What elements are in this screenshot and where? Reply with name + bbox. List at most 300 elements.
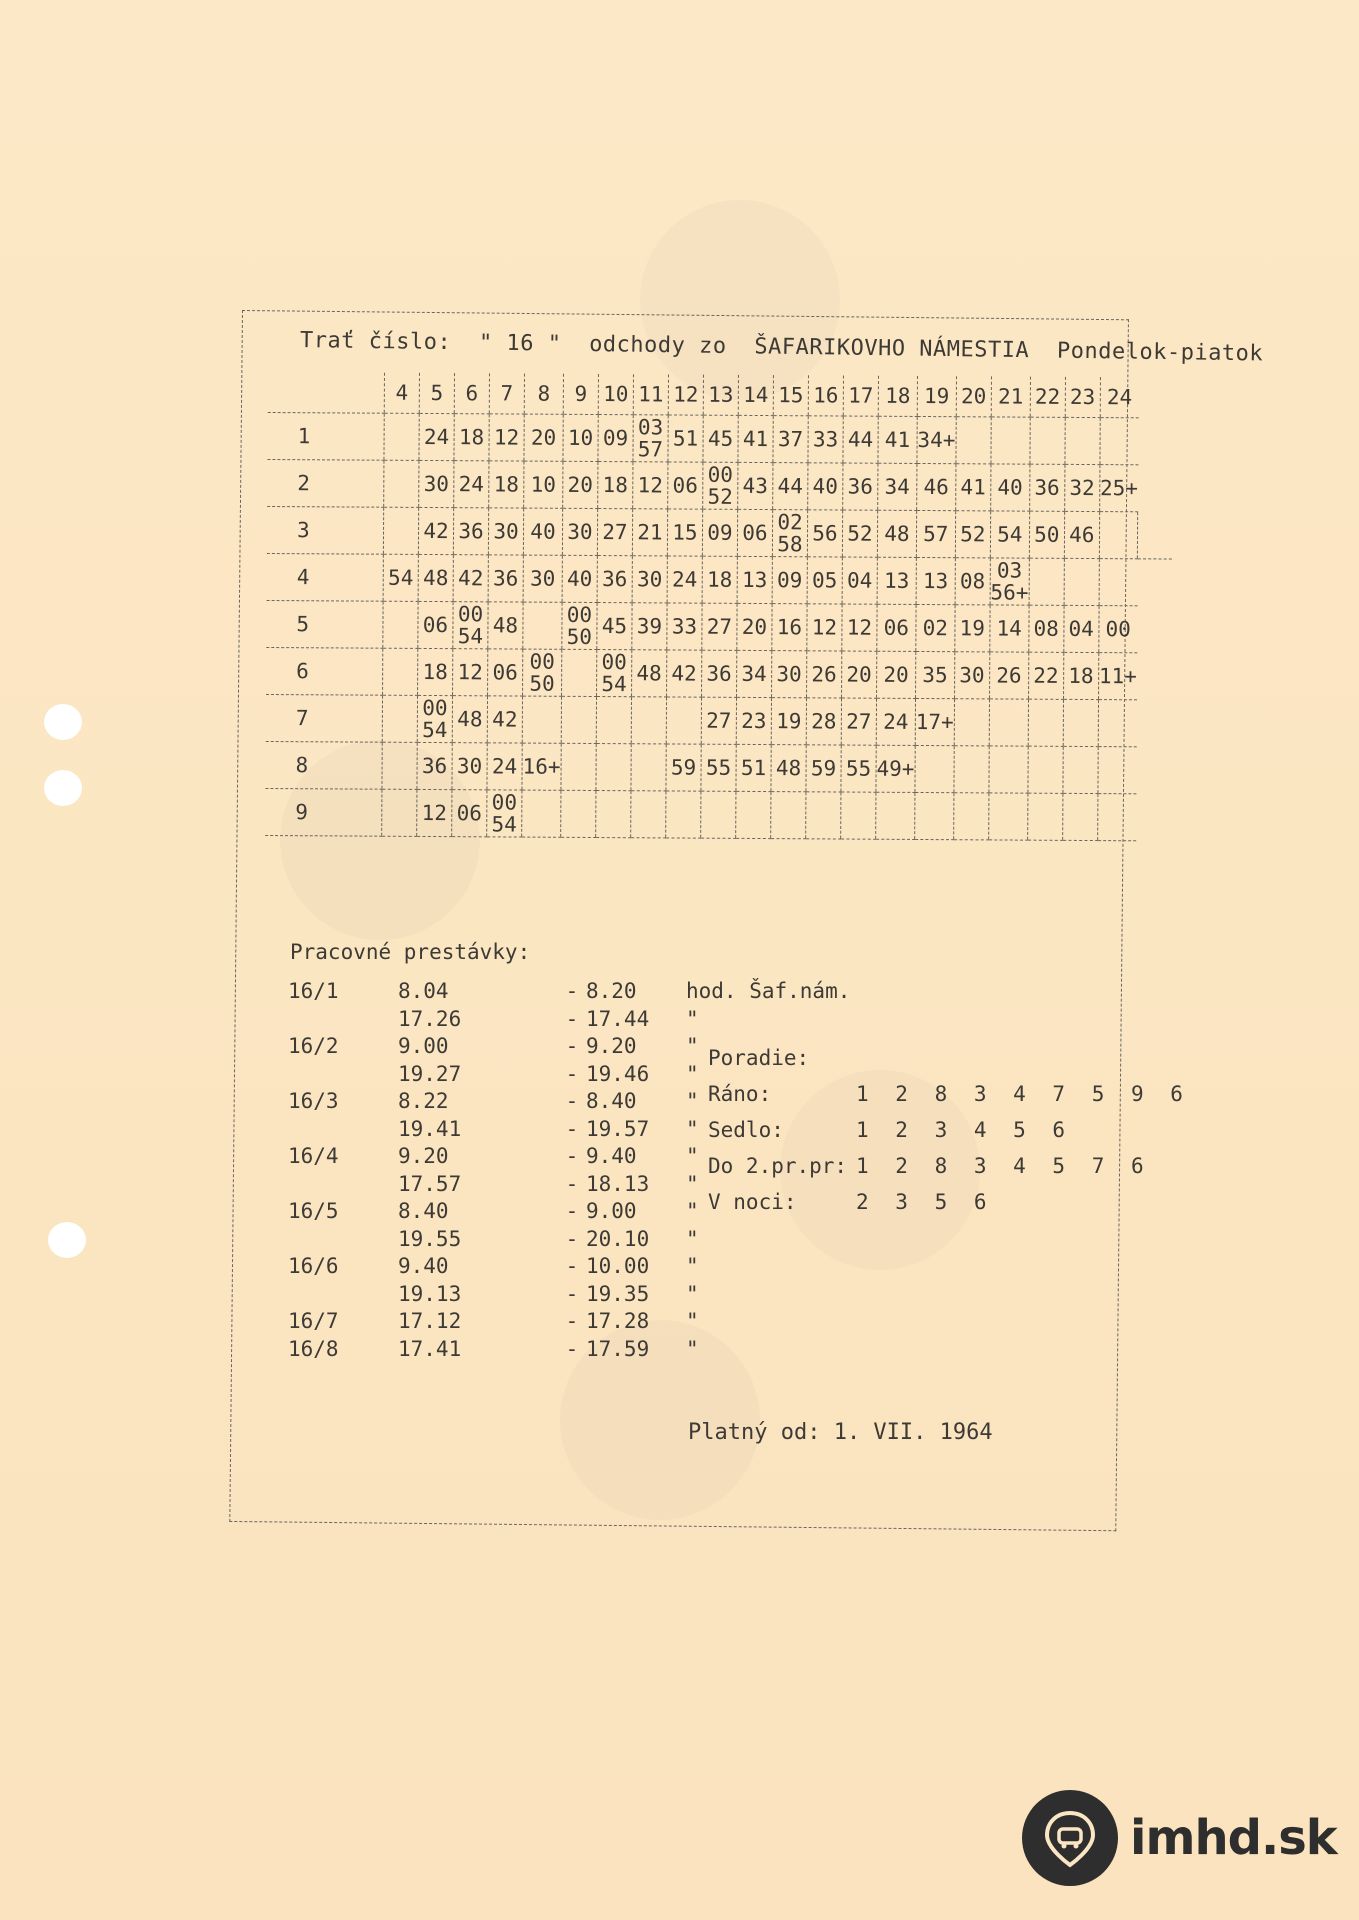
departure-cell: 48 — [452, 696, 487, 743]
hour-header-row — [268, 372, 1173, 418]
hour-header-8: 8 — [524, 374, 563, 415]
break-line: 16/7 — [288, 1309, 339, 1333]
departure-cell: 06 — [668, 462, 703, 509]
break-end: 17.28 — [586, 1309, 650, 1333]
break-note: " — [686, 1336, 699, 1361]
hour-header-15: 15 — [773, 375, 808, 416]
break-line — [288, 1281, 398, 1309]
break-dash: - — [565, 1309, 579, 1333]
departure-cell: 40 — [523, 508, 562, 555]
departure-cell: 04 — [842, 557, 877, 604]
order-label: Do 2.pr.pr: — [708, 1154, 848, 1178]
departure-cell: 12 — [633, 462, 668, 509]
departure-cell: 30 — [523, 555, 562, 602]
break-row — [288, 1253, 850, 1281]
departure-cell — [1098, 700, 1137, 747]
departure-cell: 18 — [454, 414, 489, 461]
timetable-row — [266, 647, 1171, 700]
break-start: 19.41 — [398, 1116, 462, 1141]
departure-cell: 27 — [597, 509, 632, 556]
departure-cell: 50 — [1029, 511, 1064, 558]
departure-cell: 55 — [701, 744, 736, 791]
hour-header-18: 18 — [878, 376, 917, 417]
departure-cell — [841, 792, 876, 839]
order-section — [708, 1040, 1190, 1220]
departure-cell: 24 — [487, 743, 522, 790]
departure-cell — [522, 696, 561, 743]
row-label: 4 — [267, 553, 384, 601]
break-dash: - — [565, 1199, 579, 1223]
departure-cell — [1138, 512, 1173, 559]
departure-cell — [561, 696, 596, 743]
timetable-row — [267, 553, 1172, 606]
break-start: 8.22 — [398, 1089, 449, 1113]
break-note: " — [686, 1089, 699, 1113]
break-end: 17.59 — [586, 1336, 650, 1361]
break-note: " — [686, 1281, 699, 1306]
departure-cell: 14 — [990, 605, 1029, 652]
break-end: 19.35 — [586, 1281, 650, 1306]
departure-cell: 27 — [702, 603, 737, 650]
departure-cell: 36 — [843, 463, 878, 510]
break-start: 19.55 — [398, 1226, 462, 1251]
row-label: 9 — [265, 788, 382, 836]
break-dash: - — [565, 979, 579, 1003]
break-end: 20.10 — [586, 1226, 650, 1251]
departure-cell: 48 — [631, 650, 666, 697]
departure-cell: 06 — [418, 601, 453, 648]
departure-cell: 44 — [773, 463, 808, 510]
departure-cell: 16 — [772, 604, 807, 651]
departure-cell: 26 — [806, 651, 841, 698]
departure-cell — [596, 697, 631, 744]
departure-cell: 48 — [877, 510, 916, 557]
order-label: Ráno: — [708, 1082, 772, 1106]
row-label: 1 — [267, 412, 384, 460]
break-dash: - — [565, 1144, 579, 1168]
break-line: 16/1 — [288, 979, 339, 1003]
departure-cell: 25+ — [1099, 465, 1138, 512]
hour-header-6: 6 — [454, 373, 489, 414]
departure-cell: 48 — [488, 602, 523, 649]
break-dash: - — [565, 1336, 579, 1361]
departure-cell — [384, 413, 419, 460]
departure-cell: 18 — [418, 648, 453, 695]
departure-cell: 03 56+ — [990, 558, 1029, 605]
break-line — [288, 1226, 398, 1254]
departure-cell: 21 — [632, 509, 667, 556]
break-dash: - — [565, 1281, 579, 1306]
departure-cell: 51 — [736, 744, 771, 791]
departure-cell: 18 — [702, 556, 737, 603]
row-label: 2 — [267, 459, 384, 507]
timetable-row — [265, 788, 1170, 841]
break-end: 18.13 — [586, 1171, 650, 1196]
hour-header-4: 4 — [384, 373, 419, 414]
break-start: 19.27 — [398, 1061, 462, 1086]
hour-header-13: 13 — [703, 375, 738, 416]
departure-cell: 40 — [808, 463, 843, 510]
row-label: 6 — [266, 647, 383, 695]
order-row — [708, 1076, 1190, 1112]
break-note: " — [686, 1199, 699, 1223]
departure-cell — [382, 742, 417, 789]
order-value: 2 3 5 6 — [856, 1190, 994, 1214]
break-dash: - — [565, 1116, 579, 1141]
departure-cell — [954, 746, 989, 793]
departure-cell: 44 — [843, 416, 878, 463]
departure-cell: 30 — [488, 508, 523, 555]
departure-cell: 36 — [417, 742, 452, 789]
departure-cell: 30 — [419, 460, 454, 507]
departure-cell: 46 — [1064, 511, 1099, 558]
departure-cell: 48 — [771, 745, 806, 792]
departure-cell: 41 — [878, 416, 917, 463]
departure-cell: 00 — [1099, 606, 1138, 653]
departure-cell — [915, 792, 954, 839]
departure-cell — [1100, 418, 1139, 465]
break-start: 9.00 — [398, 1034, 449, 1058]
departure-cell: 42 — [418, 507, 453, 554]
departure-cell: 00 52 — [703, 462, 738, 509]
departure-cell — [1063, 699, 1098, 746]
departure-cell: 40 — [562, 555, 597, 602]
departure-cell: 06 — [488, 649, 523, 696]
departure-cell: 41 — [738, 415, 773, 462]
departure-cell: 00 54 — [487, 790, 522, 837]
departure-cell — [1029, 558, 1064, 605]
departure-cell — [631, 744, 666, 791]
break-note: " — [686, 1116, 699, 1141]
departure-cell: 45 — [703, 415, 738, 462]
departure-cell: 43 — [738, 462, 773, 509]
departure-cell: 40 — [990, 464, 1029, 511]
break-line: 16/6 — [288, 1254, 339, 1278]
hour-header-23: 23 — [1065, 377, 1100, 418]
departure-cell: 30 — [771, 651, 806, 698]
departure-cell: 06 — [737, 509, 772, 556]
departure-cell: 03 57 — [633, 415, 668, 462]
break-end: 17.44 — [586, 1006, 650, 1031]
departure-cell: 12 — [417, 789, 452, 836]
departure-cell: 13 — [916, 557, 955, 604]
departure-cell — [954, 699, 989, 746]
break-line: 16/4 — [288, 1144, 339, 1168]
corner-cell — [268, 372, 385, 413]
timetable-row — [267, 459, 1172, 512]
departure-cell — [1099, 559, 1138, 606]
departure-cell: 20 — [524, 414, 563, 461]
break-dash: - — [565, 1226, 579, 1251]
imhd-logo-icon — [1022, 1790, 1118, 1886]
departure-cell — [1098, 747, 1137, 794]
departure-cell — [384, 460, 419, 507]
hour-header-17: 17 — [843, 376, 878, 417]
departure-cell: 37 — [773, 416, 808, 463]
order-row — [708, 1184, 1190, 1220]
break-note: " — [686, 1034, 699, 1058]
departure-cell — [956, 417, 991, 464]
departure-cell — [953, 793, 988, 840]
hour-header-7: 7 — [489, 373, 524, 414]
departure-cell: 13 — [737, 556, 772, 603]
departure-cell: 52 — [842, 510, 877, 557]
departure-cell — [701, 791, 736, 838]
departure-cell: 06 — [877, 604, 916, 651]
departure-cell — [1027, 793, 1062, 840]
departure-cell: 09 — [702, 509, 737, 556]
departure-cell: 34 — [736, 650, 771, 697]
departure-cell: 42 — [487, 696, 522, 743]
order-value: 1 2 3 4 5 6 — [856, 1118, 1073, 1142]
departure-cell: 00 50 — [523, 649, 562, 696]
punch-hole — [44, 770, 82, 806]
break-line: 16/2 — [288, 1034, 339, 1058]
departure-cell: 12 — [489, 414, 524, 461]
row-label: 3 — [267, 506, 384, 554]
departure-cell — [596, 744, 631, 791]
order-row — [708, 1148, 1190, 1184]
departure-cell: 20 — [563, 461, 598, 508]
break-end: 8.20 — [586, 979, 637, 1003]
departure-cell — [915, 745, 954, 792]
departure-cell — [631, 697, 666, 744]
break-note: " — [686, 1309, 699, 1333]
departure-cell: 36 — [701, 650, 736, 697]
departure-cell — [666, 697, 701, 744]
breaks-title: Pracovné prestávky: — [290, 940, 531, 964]
departure-cell — [1062, 793, 1097, 840]
break-start: 9.20 — [398, 1144, 449, 1168]
departure-cell: 35 — [915, 651, 954, 698]
departure-cell: 10 — [524, 461, 563, 508]
hour-header-20: 20 — [956, 376, 991, 417]
departure-cell: 30 — [562, 508, 597, 555]
departure-cell: 54 — [990, 511, 1029, 558]
break-end: 9.00 — [586, 1199, 637, 1223]
departure-cell — [1099, 512, 1138, 559]
break-start: 8.04 — [398, 979, 449, 1003]
break-row — [288, 1336, 850, 1364]
hour-header-9: 9 — [563, 374, 598, 415]
departure-cell — [561, 649, 596, 696]
departure-cell: 02 — [916, 604, 955, 651]
departure-cell: 54 — [383, 554, 418, 601]
departure-cell: 56 — [807, 510, 842, 557]
departure-cell: 42 — [453, 555, 488, 602]
departure-cell: 08 — [955, 558, 990, 605]
departure-cell — [1097, 794, 1136, 841]
departure-cell: 42 — [666, 650, 701, 697]
timetable-row — [266, 694, 1171, 747]
departure-cell — [988, 793, 1027, 840]
valid-from: Platný od: 1. VII. 1964 — [688, 1420, 993, 1445]
order-label: Sedlo: — [708, 1118, 784, 1142]
break-dash: - — [565, 1034, 579, 1058]
break-note: " — [686, 1226, 699, 1251]
route-number: " 16 " — [478, 330, 562, 357]
departure-cell: 39 — [632, 603, 667, 650]
departure-cell — [382, 789, 417, 836]
break-note: " — [686, 1171, 699, 1196]
break-dash: - — [565, 1254, 579, 1278]
break-start: 17.57 — [398, 1171, 462, 1196]
break-note: " — [686, 1254, 699, 1278]
break-line — [288, 1171, 398, 1199]
break-note: " — [686, 1006, 699, 1031]
departure-cell — [1064, 558, 1099, 605]
imhd-logo-text: imhd.sk — [1130, 1810, 1337, 1866]
imhd-logo — [1022, 1790, 1337, 1886]
departure-cell — [383, 648, 418, 695]
departure-cell — [991, 417, 1030, 464]
departure-cell: 34+ — [917, 416, 956, 463]
punch-hole — [44, 704, 82, 740]
order-title: Poradie: — [708, 1046, 810, 1070]
break-dash: - — [565, 1171, 579, 1196]
departure-cell: 34 — [878, 463, 917, 510]
departure-cell — [561, 790, 596, 837]
order-value: 1 2 8 3 4 7 5 9 6 — [856, 1082, 1190, 1106]
departure-cell: 33 — [667, 603, 702, 650]
departure-cell — [383, 507, 418, 554]
departure-cell: 00 50 — [562, 602, 597, 649]
departure-cell — [989, 699, 1028, 746]
order-row — [708, 1112, 1190, 1148]
break-line — [288, 1116, 398, 1144]
departure-cell — [383, 601, 418, 648]
departure-cell — [989, 746, 1028, 793]
departure-cell: 36 — [1029, 464, 1064, 511]
break-dash: - — [565, 1089, 579, 1113]
departure-cell: 00 54 — [417, 695, 452, 742]
departure-cell — [561, 743, 596, 790]
departure-cell: 24 — [667, 556, 702, 603]
hour-header-16: 16 — [808, 375, 843, 416]
departure-cell: 45 — [597, 603, 632, 650]
departure-cell: 33 — [808, 416, 843, 463]
departure-cell: 27 — [701, 697, 736, 744]
departure-cell: 18 — [1063, 652, 1098, 699]
departure-cell — [1063, 746, 1098, 793]
departure-cell: 13 — [877, 557, 916, 604]
break-end: 9.20 — [586, 1034, 637, 1058]
stop-name: ŠAFARIKOVHO NÁMESTIA — [754, 334, 1030, 364]
departure-cell: 17+ — [915, 698, 954, 745]
break-note: " — [686, 1144, 699, 1168]
break-row — [288, 1006, 850, 1034]
row-label: 7 — [266, 694, 383, 742]
hour-header-22: 22 — [1030, 377, 1065, 418]
departure-cell: 24 — [454, 461, 489, 508]
departure-cell: 24 — [419, 413, 454, 460]
departure-cell: 30 — [954, 652, 989, 699]
departure-cell: 09 — [598, 415, 633, 462]
break-row — [288, 1281, 850, 1309]
departure-cell: 23 — [736, 697, 771, 744]
departure-cell: 04 — [1064, 605, 1099, 652]
departure-cell: 30 — [452, 743, 487, 790]
break-end: 19.57 — [586, 1116, 650, 1141]
break-end: 10.00 — [586, 1254, 650, 1278]
departure-cell: 18 — [598, 462, 633, 509]
departure-cell: 06 — [452, 790, 487, 837]
timetable-grid — [265, 372, 1173, 842]
row-label: 5 — [266, 600, 383, 648]
departure-cell: 57 — [916, 510, 955, 557]
departure-cell: 05 — [807, 557, 842, 604]
departure-cell — [596, 791, 631, 838]
row-label: 8 — [265, 741, 382, 789]
departure-cell — [522, 790, 561, 837]
departure-cell: 59 — [806, 745, 841, 792]
departure-cell: 19 — [771, 698, 806, 745]
break-start: 17.41 — [398, 1336, 462, 1361]
timetable-row — [267, 506, 1172, 559]
break-line: 16/3 — [288, 1089, 339, 1113]
break-note: " — [686, 1061, 699, 1086]
departure-cell: 02 58 — [772, 510, 807, 557]
days-label: Pondelok-piatok — [1056, 338, 1264, 367]
departure-cell — [1030, 417, 1065, 464]
departure-cell — [1028, 699, 1063, 746]
route-label: Trať číslo: — [299, 328, 452, 356]
break-start: 8.40 — [398, 1199, 449, 1223]
departure-cell: 08 — [1029, 605, 1064, 652]
departure-cell: 59 — [666, 744, 701, 791]
break-end: 8.40 — [586, 1089, 637, 1113]
break-line — [288, 1061, 398, 1089]
departure-cell — [631, 791, 666, 838]
break-start: 17.26 — [398, 1006, 462, 1031]
break-row — [288, 1226, 850, 1254]
departure-cell: 12 — [807, 604, 842, 651]
departure-cell — [876, 792, 915, 839]
departure-cell: 00 54 — [453, 602, 488, 649]
break-note: hod. Šaf.nám. — [686, 979, 851, 1003]
break-line: 16/8 — [288, 1336, 339, 1361]
departures-label: odchody zo — [588, 332, 727, 359]
departure-cell: 51 — [668, 415, 703, 462]
departure-cell: 28 — [806, 698, 841, 745]
hour-header-11: 11 — [633, 374, 668, 415]
departure-cell: 46 — [917, 463, 956, 510]
departure-cell: 15 — [667, 509, 702, 556]
hour-header-5: 5 — [419, 373, 454, 414]
departure-cell: 11+ — [1098, 653, 1137, 700]
departure-cell: 19 — [955, 605, 990, 652]
departure-cell: 10 — [563, 414, 598, 461]
hour-header-12: 12 — [668, 374, 703, 415]
departure-cell: 52 — [955, 511, 990, 558]
departure-cell: 36 — [597, 556, 632, 603]
break-row — [288, 1308, 850, 1336]
departure-cell: 24 — [876, 698, 915, 745]
departure-cell: 20 — [737, 603, 772, 650]
break-start: 19.13 — [398, 1281, 462, 1306]
departure-cell: 41 — [955, 464, 990, 511]
break-start: 17.12 — [398, 1309, 462, 1333]
departure-cell — [806, 792, 841, 839]
departure-cell: 22 — [1028, 652, 1063, 699]
departure-cell — [1065, 417, 1100, 464]
break-line: 16/5 — [288, 1199, 339, 1223]
departure-cell: 55 — [841, 745, 876, 792]
break-end: 9.40 — [586, 1144, 637, 1168]
departure-cell — [523, 602, 562, 649]
departure-cell: 32 — [1064, 464, 1099, 511]
departure-cell: 20 — [841, 651, 876, 698]
